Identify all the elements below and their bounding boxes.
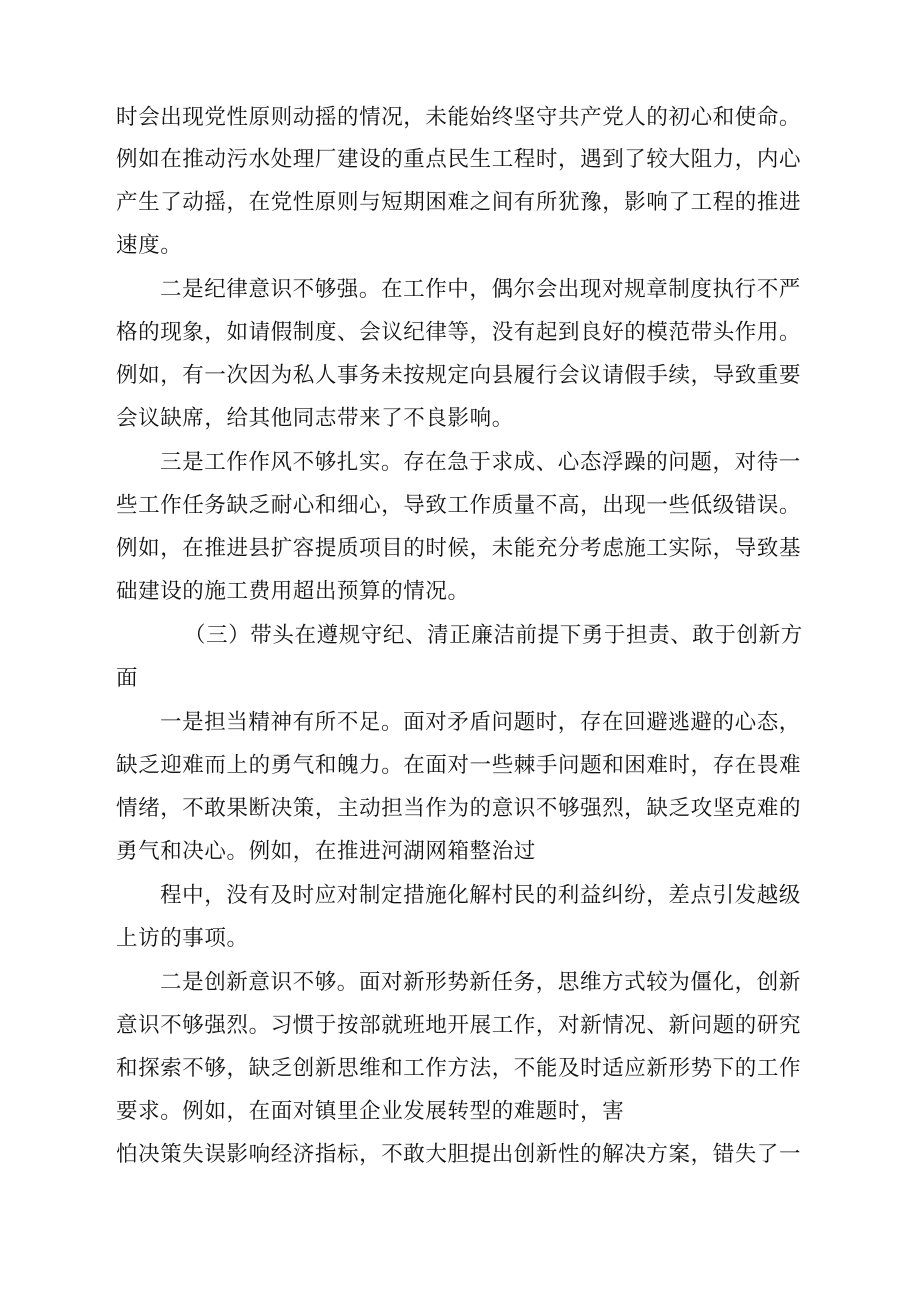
body-text-line: 勇气和决心。例如，在推进河湖网箱整治过 [116, 839, 536, 864]
paragraph-first-line: 一是担当精神有所不足。面对矛盾问题时，存在回避逃避的心态， [160, 710, 801, 735]
body-text-line: 时会出现党性原则动摇的情况，未能始终坚守共产党人的初心和使命。 [116, 105, 802, 130]
paragraph-first-line: 三是工作作风不够扎实。存在急于求成、心态浮躁的问题，对待一 [160, 450, 801, 475]
body-text-line: 怕决策失误影响经济指标，不敢大胆提出创新性的解决方案，错失了一 [116, 1142, 802, 1167]
body-text-line: 缺乏迎难而上的勇气和魄力。在面对一些棘手问题和困难时，存在畏难 [116, 753, 802, 778]
body-text-line: 例如在推动污水处理厂建设的重点民生工程时，遇到了较大阻力，内心 [116, 147, 802, 172]
body-text-line: 速度。 [116, 233, 183, 258]
body-text-line: 例如，在推进县扩容提质项目的时候，未能充分考虑施工实际，导致基 [116, 536, 802, 561]
body-text-line: 例如，有一次因为私人事务未按规定向县履行会议请假手续，导致重要 [116, 363, 802, 388]
paragraph-first-line: 二是纪律意识不够强。在工作中，偶尔会出现对规章制度执行不严 [160, 277, 801, 302]
body-text-line: 要求。例如，在面对镇里企业发展转型的难题时，害 [116, 1099, 625, 1124]
paragraph-first-line: 二是创新意识不够。面对新形势新任务，思维方式较为僵化，创新 [160, 970, 801, 995]
body-text-line: 些工作任务缺乏耐心和细心，导致工作质量不高，出现一些低级错误。 [116, 493, 802, 518]
body-text-line: 意识不够强烈。习惯于按部就班地开展工作，对新情况、新问题的研究 [116, 1013, 802, 1038]
body-text-line: 会议缺席，给其他同志带来了不良影响。 [116, 406, 514, 431]
body-text-line: 上访的事项。 [116, 926, 249, 951]
body-text-line: 情绪，不敢果断决策，主动担当作为的意识不够强烈，缺乏攻坚克难的 [116, 796, 802, 821]
body-text-line: 格的现象，如请假制度、会议纪律等，没有起到良好的模范带头作用。 [116, 320, 802, 345]
body-text-line: 础建设的施工费用超出预算的情况。 [116, 579, 470, 604]
body-text-line: 产生了动摇，在党性原则与短期困难之间有所犹豫，影响了工程的推进 [116, 190, 802, 215]
section-heading-continuation: 面 [116, 666, 139, 691]
section-heading: （三）带头在遵规守纪、清正廉洁前提下勇于担责、敢于创新方 [184, 623, 803, 648]
body-text-line: 和探索不够，缺乏创新思维和工作方法，不能及时适应新形势下的工作 [116, 1056, 802, 1081]
paragraph-first-line: 程中，没有及时应对制定措施化解村民的利益纠纷，差点引发越级 [160, 883, 801, 908]
